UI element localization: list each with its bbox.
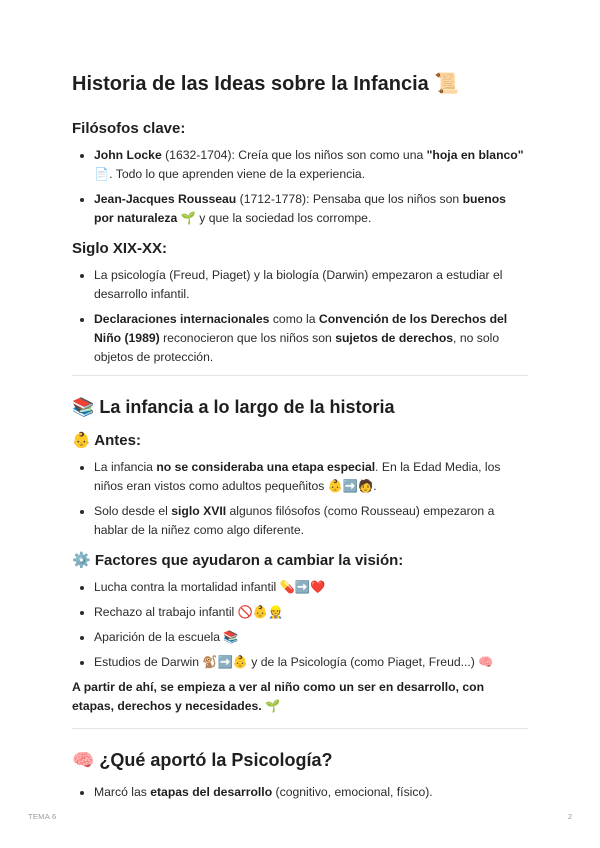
text: (cognitivo, emocional, físico).: [272, 785, 433, 799]
century-heading: Siglo XIX-XX:: [72, 240, 168, 257]
text: La infancia: [94, 460, 157, 474]
factors-heading: ⚙️ Factores que ayudaron a cambiar la visión:: [72, 552, 404, 569]
text: . En la Edad Media, los niños eran vistos como adultos pequeñitos 👶➡️🧑.: [94, 460, 501, 493]
philosophers-heading: Filósofos clave:: [72, 120, 186, 137]
list-item: • La psicología (Freud, Piaget) y la biología (Darwin) empezaron a estudiar el desarrollo infantil.: [94, 266, 528, 304]
footer-topic-label: TEMA 6: [28, 812, 57, 821]
before-list: [72, 458, 528, 540]
list-item: • Lucha contra la mortalidad infantil 💊➡️❤️: [94, 578, 528, 597]
history-heading: 📚 La infancia a lo largo de la historia: [72, 397, 395, 417]
bold-text: "hoja en blanco": [426, 148, 524, 162]
bold-text: Declaraciones internacionales: [94, 312, 270, 326]
psychology-heading: 🧠 ¿Qué aportó la Psicología?: [72, 750, 333, 770]
page-content: [72, 68, 528, 808]
text: 📄. Todo lo que aprenden viene de la experiencia.: [94, 167, 366, 181]
conclusion-text: A partir de ahí, se empieza a ver al niño como un ser en desarrollo, con etapas, derechos y necesidades. 🌱: [72, 680, 485, 713]
footer-page-number: 2: [567, 812, 572, 821]
psychology-list: [72, 783, 528, 802]
list-item: [94, 146, 528, 184]
text: como la: [269, 312, 319, 326]
bold-text: etapas del desarrollo: [150, 785, 273, 799]
bold-text: Convención de los Derechos del Niño (1989): [94, 312, 508, 345]
list-item: [94, 190, 528, 228]
philosophers-list: [72, 146, 528, 228]
list-item: [94, 502, 528, 540]
section-divider: [72, 728, 528, 729]
list-item: • Aparición de la escuela 📚: [94, 628, 528, 647]
section-divider: [72, 375, 528, 376]
list-item: [94, 310, 528, 367]
bold-text: sujetos de derechos: [335, 331, 454, 345]
bold-text: no se consideraba una etapa especial: [156, 460, 376, 474]
list-item: [94, 458, 528, 496]
text: algunos filósofos (como Rousseau) empezaron a hablar de la niñez como algo diferente.: [94, 504, 495, 537]
list-item: • Estudios de Darwin 🐒➡️👶 y de la Psicología (como Piaget, Freud...) 🧠: [94, 653, 528, 672]
list-item: • Rechazo al trabajo infantil 🚫👶👷: [94, 603, 528, 622]
text: Solo desde el: [94, 504, 172, 518]
before-heading: 👶 Antes:: [72, 432, 141, 449]
text: Marcó las: [94, 785, 151, 799]
bold-text: John Locke: [94, 148, 162, 162]
text: 🌱 y que la sociedad los corrompe.: [177, 211, 372, 225]
text: , no solo objetos de protección.: [94, 331, 500, 364]
list-item: [94, 783, 528, 802]
bold-text: buenos por naturaleza: [94, 192, 506, 225]
text: (1632-1704): Creía que los niños son como una: [161, 148, 427, 162]
bold-text: siglo XVII: [171, 504, 227, 518]
text: (1712-1778): Pensaba que los niños son: [236, 192, 463, 206]
page-title: Historia de las Ideas sobre la Infancia 📜: [72, 73, 460, 95]
bold-text: Jean-Jacques Rousseau: [94, 192, 237, 206]
text: reconocieron que los niños son: [159, 331, 336, 345]
century-list: [72, 266, 528, 367]
factors-list: [72, 578, 528, 672]
